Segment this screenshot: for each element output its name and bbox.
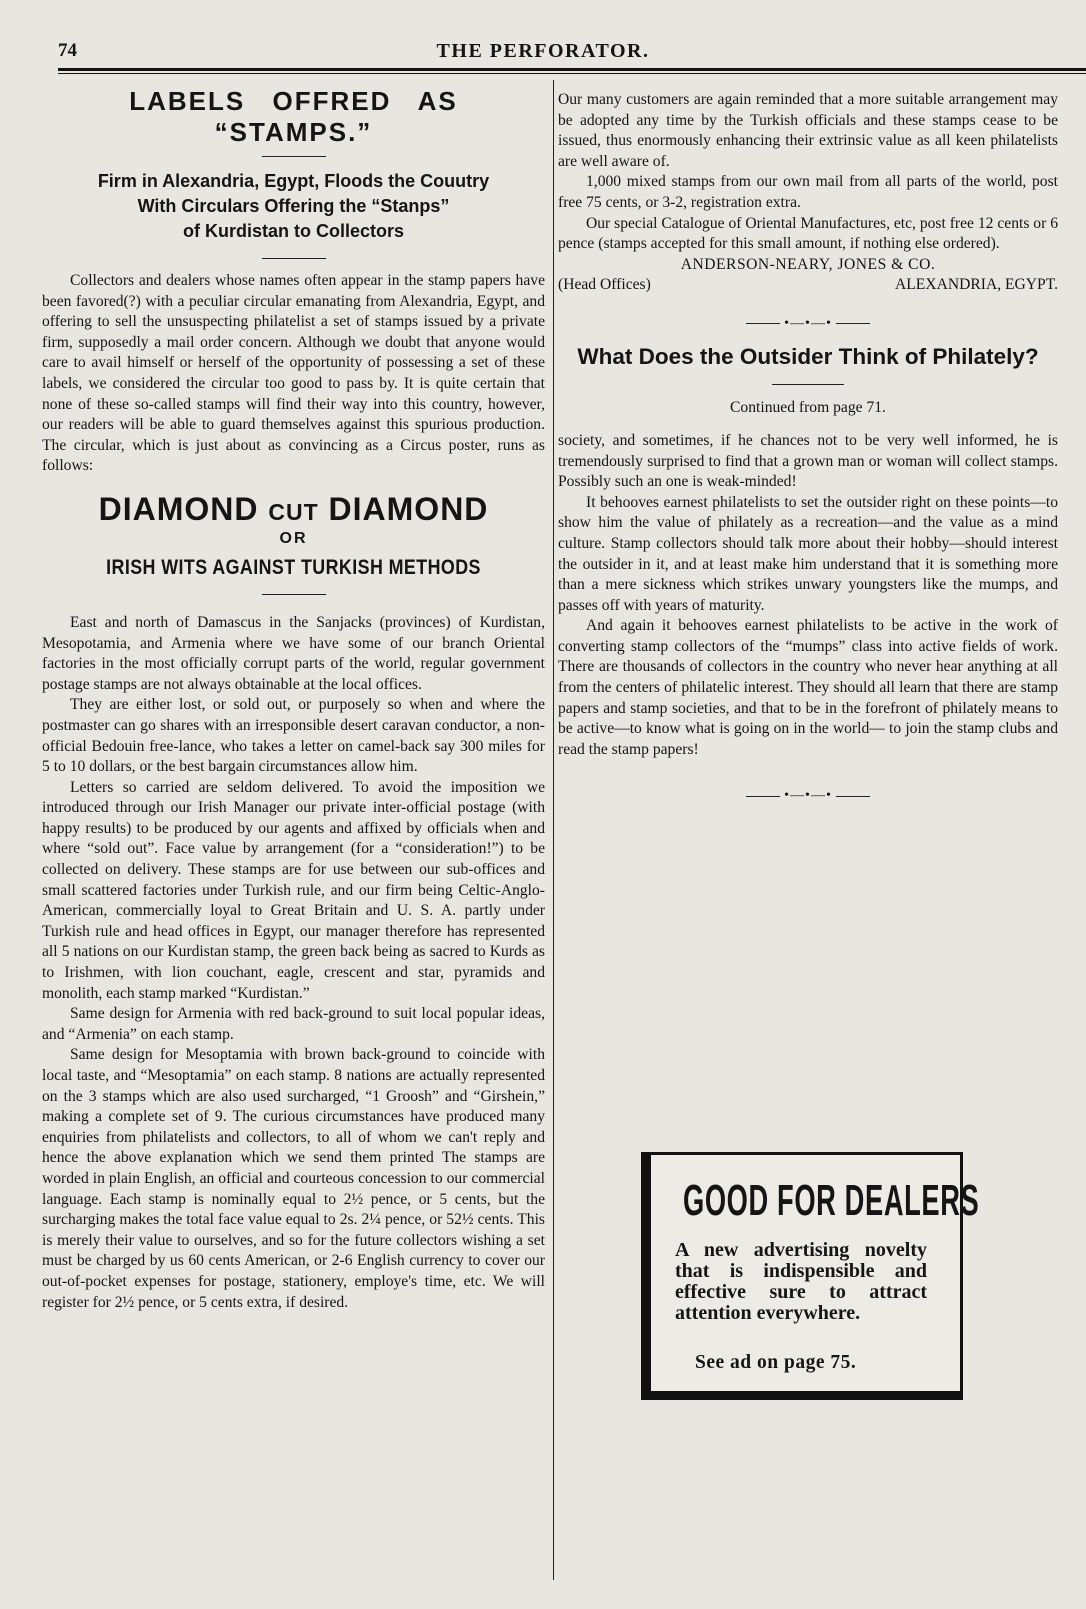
signature-office-label: (Head Offices): [558, 276, 651, 294]
continued-paragraph-3: Our special Catalogue of Oriental Manufactures, etc, post free 12 cents or 6 pence (stamps accepted for this small amount, if nothing else ordered).: [558, 214, 1058, 253]
circular-title-word-3: DIAMOND: [328, 490, 489, 527]
outsider-headline: What Does the Outsider Think of Philately?: [577, 343, 1039, 369]
continued-paragraph-2: 1,000 mixed stamps from our own mail from all parts of the world, post free 75 cents, or 3-2, registration extra.: [558, 173, 1058, 211]
circular-rule: [262, 594, 326, 595]
circular-title-word-1: DIAMOND: [98, 490, 259, 527]
labels-headline: LABELS OFFRED AS “STAMPS.”: [129, 86, 458, 147]
labels-paragraph: Collectors and dealers whose names often appear in the stamp papers have been favored(?) with a peculiar circular emanating from Alexandria, Egypt, and offering to sell the unsuspecting philatelist a set of stamps issued by a private firm, supposedly a mail order concern. Although we doubt that anyone would care to avail himself or herself of the opportunity of possessing a set of these labels, we considered the circular too good to pass by. It is quite certain that none of these so-called stamps will find their way into this country, however, our readers will be able to guard themselves against this spurious production. The circular, which is just about as convincing as a Circus poster, runs as follows:: [42, 272, 545, 475]
ad-title: GOOD FOR DEALERS: [683, 1176, 980, 1225]
ad-see-note: See ad on page 75.: [695, 1352, 857, 1373]
separator-ornament: [558, 316, 1058, 332]
ornament-line-left: [746, 796, 780, 797]
ornament-line-right: [836, 323, 870, 324]
subhead-rule: [262, 258, 326, 259]
outsider-rule: [772, 384, 844, 385]
ornament-line-left: [746, 323, 780, 324]
signature-office-city: ALEXANDRIA, EGYPT.: [895, 276, 1058, 294]
circular-paragraph-4: Same design for Armenia with red back-ground to suit local popular ideas, and “Armenia” on each stamp.: [42, 1005, 545, 1043]
circular-title-word-2: CUT: [268, 498, 319, 525]
right-column: [558, 90, 1058, 814]
signature-firm: ANDERSON-NEARY, JONES & CO.: [680, 255, 936, 273]
left-column: [42, 86, 545, 1313]
continued-paragraph-1: Our many customers are again reminded that a more suitable arrangement may be adopted any time by the Turkish officials and these stamps cease to be issued, thus enormously enhancing their extrinsic value as all keen philatelists are well aware of.: [558, 91, 1058, 170]
ornament-text: •—•—•: [784, 315, 832, 331]
ornament-line-right: [836, 796, 870, 797]
ornament-text: •—•—•: [784, 788, 832, 804]
page-number: 74: [58, 40, 77, 61]
outsider-paragraph-1: society, and sometimes, if he chances not to be very well informed, he is tremendously surprised to find that a grown man or woman will collect stamps. Possibly such an one is weak-minded!: [558, 431, 1058, 491]
circular-paragraph-2: They are either lost, or sold out, or purposely so when and where the postmaster can go shares with an irresponsible desert caravan conductor, a non-official Bedouin free-lance, who takes a letter on camel-back say 300 miles for 5 to 10 dollars, or the best bargain circumstances allow him.: [42, 696, 545, 776]
labels-subhead-line-2: With Circulars Offering the “Stanps”: [137, 196, 450, 216]
separator-ornament-2: [558, 788, 1058, 804]
signature-office: [558, 275, 1058, 296]
labels-subhead-line-1: Firm in Alexandria, Egypt, Floods the Couutry: [97, 171, 490, 191]
labels-subhead-line-3: of Kurdistan to Collectors: [182, 221, 404, 241]
column-divider: [553, 80, 554, 1580]
running-title: THE PERFORATOR.: [436, 40, 650, 62]
headline-rule: [262, 156, 326, 157]
continued-note: Continued from page 71.: [730, 398, 886, 416]
header-rule-thin: [58, 73, 1086, 74]
outsider-paragraph-2: It behooves earnest philatelists to set the outsider right on these points—to show him the value of philately as a recreation—and the value as a mind culture. Stamp collectors should talk more about their hobby—should interest the outsider in it, and at least make him understand that it is something more than a mere sickness which strikes unwary youngsters like the mumps, and passes off with years of maturity.: [558, 493, 1058, 614]
circular-paragraph-3: Letters so carried are seldom delivered. To avoid the imposition we introduced through our Irish Manager our private inter-official postage (with happy results) to be produced by our agents and affixed by officials when and where “sold out”. Face value by arrangement (for a “consideration!”) to be collected on delivery. These stamps are for use between our sub-offices and small scattered factories under Turkish rule, and our firm being Celtic-Anglo-American, commercially loyal to Great Britain and U. S. A. partly under Turkish rule and head offices in Egypt, our manager therefore has represented all 5 nations on our Kurdistan stamp, the green back being as sacred to Kurds as to Irishmen, with lion couchant, eagle, crescent and star, pyramids and monolith, each stamp marked “Kurdistan.”: [42, 778, 545, 1002]
ad-body: A new advertising novelty that is indispensible and effective sure to attract attention everywhere.: [675, 1239, 927, 1324]
circular-subtitle: IRISH WITS AGAINST TURKISH METHODS: [106, 555, 481, 579]
header-rule-thick: [58, 68, 1086, 71]
circular-paragraph-1: East and north of Damascus in the Sanjacks (provinces) of Kurdistan, Mesopotamia, and Armenia where we have some of our branch Oriental factories in the most officially corrupt parts of the world, regular government postage stamps are not always obtainable at the local offices.: [42, 613, 545, 693]
circular-paragraph-5: Same design for Mesoptamia with brown back-ground to coincide with local taste, and “Mesoptamia” on each stamp. 8 nations are actually represented on the 3 stamps which are also used surcharged, “1 Groosh” and “Girshein,” making a complete set of 9. The curious circumstances have produced many enquiries from philatelists and collectors, to all of whom we can't reply and hence the above explanation which we send them printed The stamps are worded in plain English, an official and courteous concession to our commercial language. Each stamp is nominally equal to 2½ pence, or 5 cents, but the surcharging makes the total face value equal to 2s. 2¼ pence, or 52½ cents. This is merely their value to ourselves, and so for the future collectors wishing a set must be charged by us 60 cents American, or 2-6 English currency to cover our out-of-pocket expenses for postage, stationery, employe's time, etc. We will register for 2½ pence, or 5 cents extra, if desired.: [42, 1046, 545, 1311]
dealers-advertisement: [641, 1152, 980, 1400]
circular-title: [42, 491, 545, 528]
outsider-paragraph-3: And again it behooves earnest philatelists to be active in the work of converting stamp collectors of the “mumps” class into active fields of work. There are thousands of collectors in the country who never hear anything at all from the centers of philatelic interest. They should all learn that there are stamp papers and stamp societies, and that to be in the forefront of philately means to be active—to know what is going on in the world— to join the stamp clubs and read the stamp papers!: [558, 617, 1058, 758]
circular-or: OR: [279, 529, 308, 547]
